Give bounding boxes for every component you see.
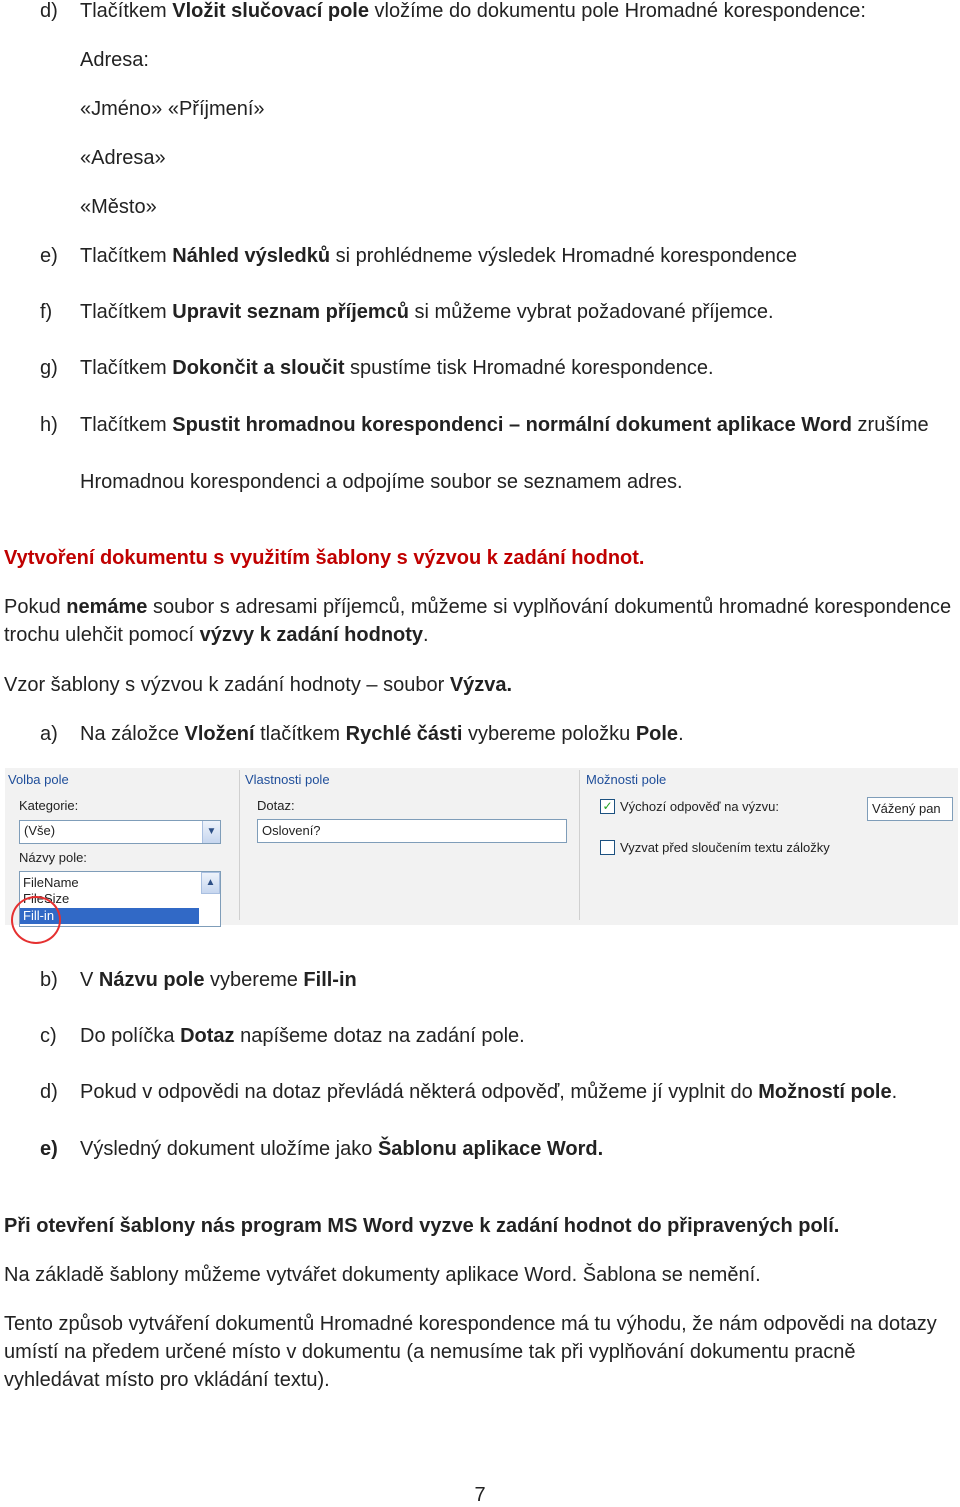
- item-label: e): [40, 1138, 58, 1160]
- bold-note-text: Při otevření šablony nás program MS Word vyzve k zadání hodnot do připravených polí.: [4, 1215, 840, 1237]
- bold-text: Názvu pole: [98, 969, 205, 991]
- page-number: 7: [474, 1484, 486, 1506]
- item-label: c): [40, 1025, 57, 1047]
- prompt-before-merge-label: Vyzvat před sloučením textu záložky: [620, 840, 830, 855]
- kategorie-value: (Vše): [24, 823, 56, 838]
- default-answer-value: Vážený pan: [872, 801, 941, 816]
- text-run: Výsledný dokument uložíme jako: [80, 1138, 378, 1160]
- nazvy-pole-label: Názvy pole:: [19, 850, 87, 865]
- text-run: Pokud: [4, 596, 67, 618]
- volba-pole-heading: Volba pole: [8, 772, 69, 787]
- bold-text: Rychlé části: [345, 723, 463, 745]
- text-run: vybereme položku: [462, 723, 636, 745]
- bold-text: Možností pole: [758, 1081, 892, 1103]
- item-text: [80, 1078, 897, 1106]
- text-run: Hromadnou korespondenci a odpojíme soubor se seznamem adres.: [80, 471, 683, 493]
- item-label: g): [40, 357, 58, 379]
- section-heading-text: Vytvoření dokumentu s využitím šablony s výzvou k zadání hodnot.: [4, 547, 645, 569]
- final-paragraph: Tento způsob vytváření dokumentů Hromadné korespondence má tu výhodu, že nám odpovědi na dotazy umístí na předem určené místo v dokumentu (a nemusíme tak při vyplňování dokumentu pracně vyhledávat místo pro vkládání textu).: [4, 1313, 937, 1391]
- bold-text: Výzva.: [449, 674, 513, 696]
- text-run: si můžeme vybrat požadované příjemce.: [409, 301, 774, 323]
- text-run: napíšeme dotaz na zadání pole.: [234, 1025, 525, 1047]
- text-run: Adresa:: [80, 49, 149, 71]
- bold-text: Vložení: [184, 723, 255, 745]
- item-text: [80, 966, 357, 994]
- item-text: [80, 95, 265, 123]
- item-text: [80, 193, 157, 221]
- text-run: Tlačítkem: [80, 245, 173, 267]
- item-text: [80, 144, 166, 172]
- text-run: Tlačítkem: [80, 301, 173, 323]
- item-text: [80, 354, 714, 382]
- text-run: Tlačítkem: [80, 0, 173, 22]
- checkmark-icon: ✓: [602, 799, 613, 813]
- vlastnosti-pole-heading: Vlastnosti pole: [245, 772, 330, 787]
- list-item-selected[interactable]: Fill-in: [20, 908, 199, 924]
- text-run: Tlačítkem: [80, 414, 173, 436]
- bold-text: výzvy k zadání hodnoty: [199, 624, 424, 646]
- text-run: si prohlédneme výsledek Hromadné korespondence: [330, 245, 798, 267]
- bold-text: Dokončit a sloučit: [172, 357, 345, 379]
- moznosti-pole-heading: Možnosti pole: [586, 772, 667, 787]
- bold-text: Upravit seznam příjemců: [172, 301, 409, 323]
- field-dialog-screenshot: [5, 768, 958, 925]
- divider: [579, 770, 580, 920]
- text-run: tlačítkem: [254, 723, 346, 745]
- intro-paragraph: [4, 593, 954, 649]
- chevron-down-icon[interactable]: ▼: [202, 821, 220, 843]
- dotaz-input[interactable]: [257, 819, 567, 843]
- item-text: [80, 411, 929, 439]
- text-run: soubor s adresami příjemců, můžeme si vyplňování dokumentů hromadné korespondence trochu ulehčit pomocí: [4, 596, 952, 646]
- text-run: Do políčka: [80, 1025, 181, 1047]
- item-text: [80, 298, 774, 326]
- text-run: «Město»: [80, 196, 157, 218]
- bold-note: [4, 1212, 839, 1240]
- bold-text: Náhled výsledků: [172, 245, 331, 267]
- highlight-circle: [11, 896, 61, 944]
- default-answer-checkbox[interactable]: [600, 799, 615, 814]
- dotaz-label: Dotaz:: [257, 798, 295, 813]
- list-item[interactable]: FileSize: [23, 891, 70, 906]
- text-run: Na záložce: [80, 723, 185, 745]
- prompt-before-merge-checkbox[interactable]: [600, 840, 615, 855]
- text-run: .: [678, 723, 684, 745]
- item-text: [80, 468, 683, 496]
- text-run: V: [80, 969, 99, 991]
- text-run: vybereme: [204, 969, 304, 991]
- item-label: f): [40, 301, 53, 323]
- item-label: a): [40, 723, 58, 745]
- divider: [239, 770, 240, 920]
- bold-text: Fill-in: [303, 969, 357, 991]
- note-line: Na základě šablony můžeme vytvářet dokumenty aplikace Word. Šablona se nemění.: [4, 1264, 761, 1286]
- dotaz-value: Oslovení?: [262, 823, 321, 838]
- kategorie-combo[interactable]: [19, 820, 221, 844]
- bold-text: Spustit hromadnou korespondenci – normální dokument aplikace Word: [172, 414, 852, 436]
- bold-text: Dotaz: [180, 1025, 235, 1047]
- section-heading: [4, 544, 645, 572]
- item-text: [80, 242, 797, 270]
- item-text: [80, 720, 684, 748]
- bold-text: Pole: [635, 723, 679, 745]
- default-answer-input[interactable]: [867, 797, 953, 821]
- item-text: [80, 1135, 603, 1163]
- item-label: d): [40, 0, 58, 22]
- default-answer-label: Výchozí odpověď na výzvu:: [620, 799, 780, 814]
- text-run: Pokud v odpovědi na dotaz převládá některá odpověď, můžeme jí vyplnit do: [80, 1081, 759, 1103]
- item-text: [80, 46, 149, 74]
- text-run: spustíme tisk Hromadné korespondence.: [344, 357, 714, 379]
- text-run: .: [423, 624, 429, 646]
- item-label: e): [40, 245, 58, 267]
- item-label: h): [40, 414, 58, 436]
- bold-text: Šablonu aplikace Word.: [377, 1138, 604, 1160]
- text-run: «Adresa»: [80, 147, 166, 169]
- item-label: d): [40, 1081, 58, 1103]
- text-run: vložíme do dokumentu pole Hromadné korespondence:: [368, 0, 866, 22]
- chevron-up-icon[interactable]: ▲: [201, 872, 220, 894]
- bold-text: Vložit slučovací pole: [172, 0, 369, 22]
- text-run: .: [891, 1081, 898, 1103]
- list-item[interactable]: FileName: [23, 875, 79, 890]
- kategorie-label: Kategorie:: [19, 798, 79, 813]
- bold-text: nemáme: [66, 596, 148, 618]
- text-run: Tlačítkem: [80, 357, 173, 379]
- item-text: [80, 1022, 525, 1050]
- text-run: Vzor šablony s výzvou k zadání hodnoty – soubor: [4, 674, 450, 696]
- item-text: [80, 0, 866, 25]
- text-run: zrušíme: [851, 414, 929, 436]
- text-run: «Jméno» «Příjmení»: [80, 98, 265, 120]
- template-line: [4, 671, 512, 699]
- item-label: b): [40, 969, 58, 991]
